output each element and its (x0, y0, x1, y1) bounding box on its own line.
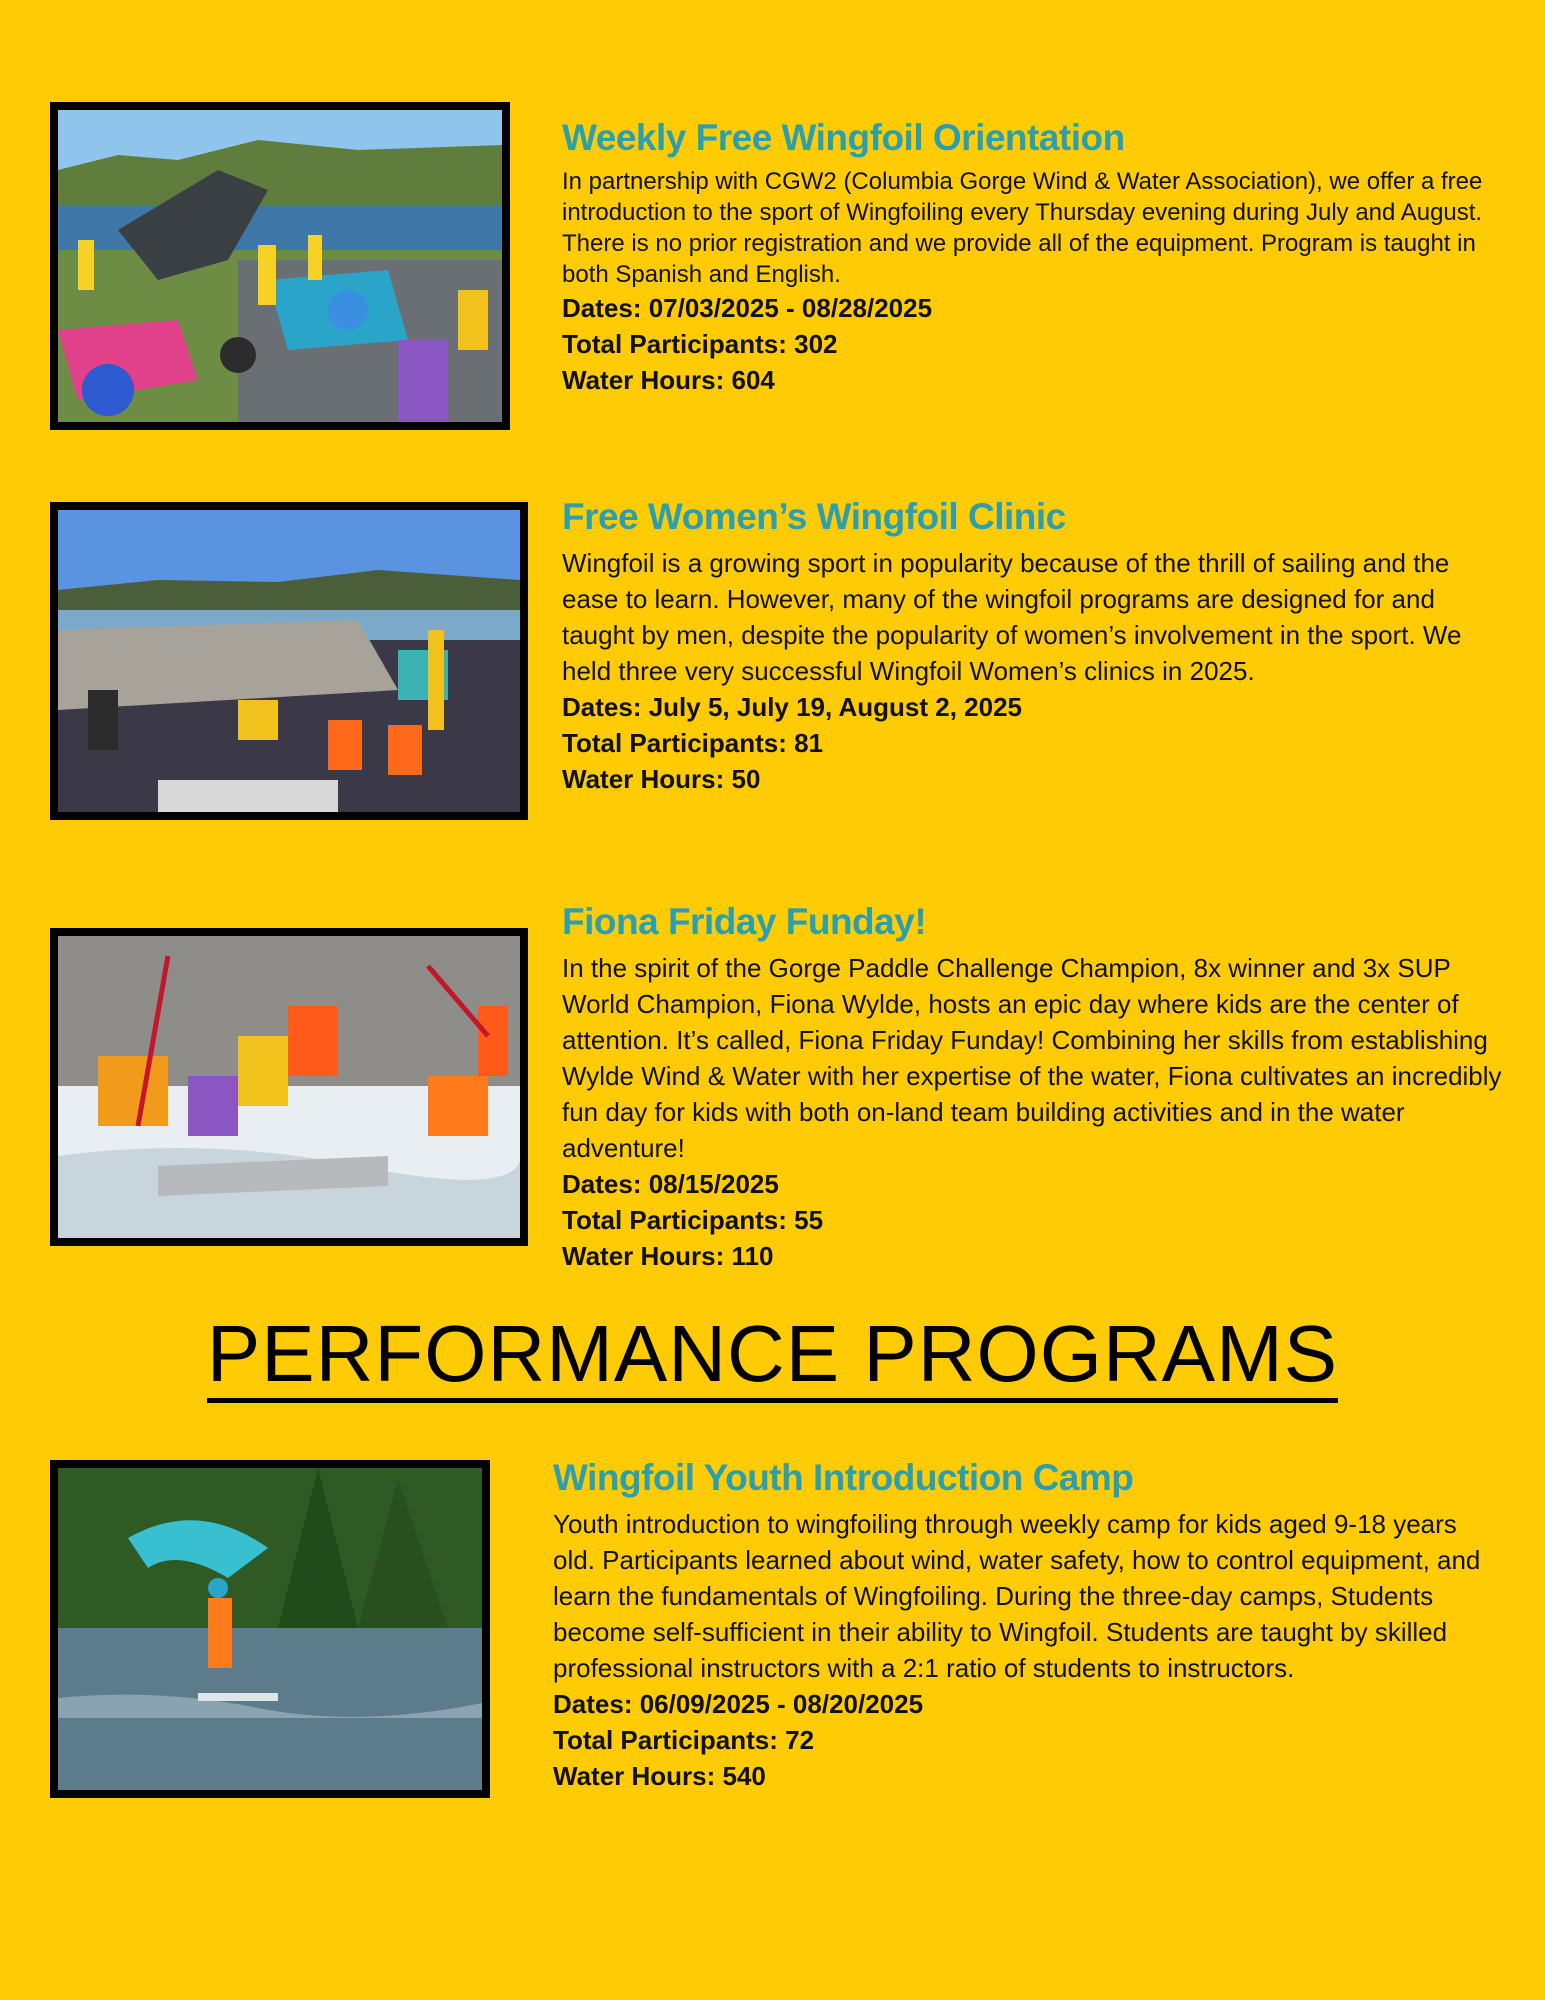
youth-camp-photo (50, 1460, 490, 1798)
womens-clinic-title: Free Women’s Wingfoil Clinic (562, 496, 1066, 537)
fiona-funday-title: Fiona Friday Funday! (562, 901, 927, 942)
section-heading (0, 1310, 1545, 1403)
orientation-water-hours: Water Hours: 604 (562, 365, 775, 395)
youth-camp-title: Wingfoil Youth Introduction Camp (553, 1457, 1134, 1498)
youth-camp-participants: Total Participants: 72 (553, 1725, 815, 1755)
fiona-funday-participants: Total Participants: 55 (562, 1205, 824, 1235)
womens-clinic-dates: Dates: July 5, July 19, August 2, 2025 (562, 692, 1023, 722)
orientation-title: Weekly Free Wingfoil Orientation (562, 117, 1125, 158)
womens-clinic-participants: Total Participants: 81 (562, 728, 824, 758)
performance-programs-heading: PERFORMANCE PROGRAMS (207, 1310, 1338, 1403)
orientation-dates: Dates: 07/03/2025 - 08/28/2025 (562, 293, 933, 323)
fiona-funday-dates: Dates: 08/15/2025 (562, 1169, 779, 1199)
fiona-funday-photo (50, 928, 528, 1246)
youth-camp-water-hours: Water Hours: 540 (553, 1761, 766, 1791)
orientation-participants: Total Participants: 302 (562, 329, 838, 359)
orientation-description: In partnership with CGW2 (Columbia Gorge Wind & Water Association), we offer a free introduction to the sport of Wingfoiling every Thursday evening during July and August. There is no prior registration and we provide all of the equipment. Program is taught in both Spanish and English. (562, 168, 1483, 288)
womens-clinic-description: Wingfoil is a growing sport in popularity because of the thrill of sailing and the ease to learn. However, many of the wingfoil programs are designed for and taught by men, despite the popularity of women’s involvement in the sport. We held three very successful Wingfoil Women’s clinics in 2025. (562, 548, 1462, 686)
orientation-photo (50, 102, 510, 430)
womens-clinic-water-hours: Water Hours: 50 (562, 764, 761, 794)
fiona-funday-description: In the spirit of the Gorge Paddle Challenge Champion, 8x winner and 3x SUP World Champion, Fiona Wylde, hosts an epic day where kids are the center of attention. It’s called, Fiona Friday Funday! Combining her skills from establishing Wylde Wind & Water with her expertise of the water, Fiona cultivates an incredibly fun day for kids with both on-land team building activities and in the water adventure! (562, 953, 1502, 1163)
womens-clinic-photo (50, 502, 528, 820)
youth-camp-description: Youth introduction to wingfoiling through weekly camp for kids aged 9-18 years old. Participants learned about wind, water safety, how to control equipment, and learn the fundamentals of Wingfoiling. During the three-day camps, Students become self-sufficient in their ability to Wingfoil. Students are taught by skilled professional instructors with a 2:1 ratio of students to instructors. (553, 1509, 1481, 1683)
youth-camp-dates: Dates: 06/09/2025 - 08/20/2025 (553, 1689, 924, 1719)
fiona-funday-water-hours: Water Hours: 110 (562, 1241, 774, 1271)
